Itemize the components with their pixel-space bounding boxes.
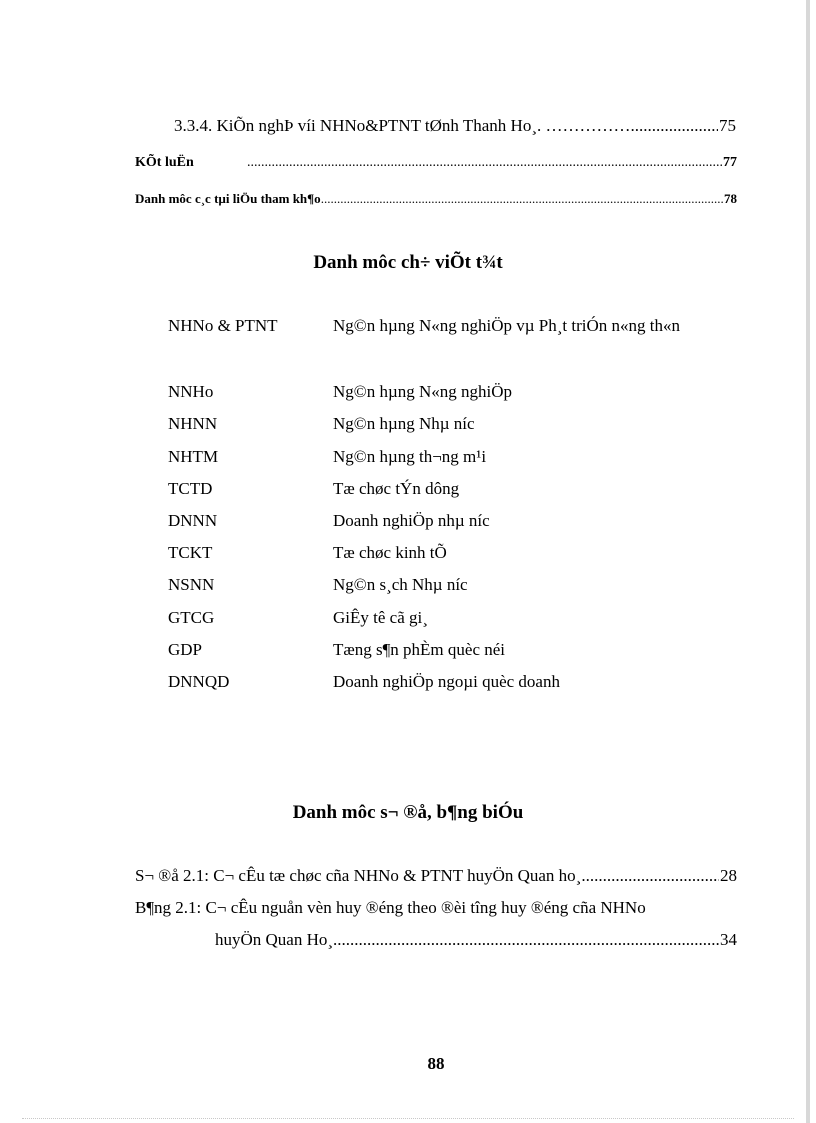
toc-entry-page: 75	[719, 116, 736, 135]
figure-entry-page: 34	[720, 930, 737, 949]
abbreviation-meaning: Ng©n hµng th¬ng m¹i	[333, 447, 487, 466]
abbreviation-meaning: Doanh nghiÖp ngoµi quèc doanh	[333, 672, 560, 691]
figure-entry-page: 28	[720, 866, 737, 885]
abbreviation-meaning: Ng©n hµng Nhµ níc	[333, 414, 475, 433]
abbreviation-term: GDP	[168, 640, 203, 659]
abbreviation-meaning: GiÊy tê cã gi¸	[333, 608, 428, 627]
abbreviation-term: NSNN	[168, 575, 215, 594]
abbreviation-term: GTCG	[168, 608, 215, 627]
abbreviation-meaning: Ng©n s¸ch Nhµ níc	[333, 575, 468, 594]
abbreviation-meaning: Ng©n hµng N«ng nghiÖp	[333, 382, 513, 401]
abbreviation-term: TCTD	[168, 479, 213, 498]
abbreviation-meaning: Tæng s¶n phÈm quèc néi	[333, 640, 506, 659]
abbreviation-term: TCKT	[168, 543, 213, 562]
abbreviation-meaning: Tæ chøc tÝn dông	[333, 479, 460, 498]
abbreviation-term: NHTM	[168, 447, 219, 466]
figure-leader-dots	[333, 930, 719, 950]
toc-entry-page: 78	[724, 191, 737, 206]
figure-entry-title: S¬ ®å 2.1: C¬ cÊu tæ chøc cña NHNo & PTNT huyÖn Quan ho¸	[135, 866, 582, 885]
toc-entry-conclusion	[135, 155, 737, 171]
figure-entry-bang-2-1-line2	[215, 930, 737, 950]
toc-leader-dots	[247, 155, 722, 171]
figure-entry-bang-2-1-line1: B¶ng 2.1: C¬ cÊu nguån vèn huy ®éng theo ®èi tîng huy ®éng cña NHNo	[135, 898, 646, 917]
figure-entry-so-do-2-1	[135, 866, 737, 886]
toc-leader-dots	[321, 191, 723, 207]
page-bottom-divider	[22, 1118, 794, 1119]
toc-entry-references	[135, 191, 737, 207]
abbreviation-term: NNHo	[168, 382, 214, 401]
abbreviations-heading: Danh môc ch÷ viÕt t¾t	[313, 252, 503, 273]
figure-entry-title: huyÖn Quan Ho¸	[215, 930, 334, 949]
toc-entry-3-3-4	[174, 116, 736, 136]
abbreviation-term: DNNN	[168, 511, 218, 530]
abbreviation-term: NHNo & PTNT	[168, 316, 278, 335]
page-number: 88	[427, 1054, 445, 1073]
page-edge-shadow	[806, 0, 810, 1123]
toc-entry-page: 77	[723, 155, 737, 170]
abbreviation-meaning: Ng©n hµng N«ng nghiÖp vµ Ph¸t triÓn n«ng th«n	[333, 316, 681, 335]
abbreviation-meaning: Doanh nghiÖp nhµ níc	[333, 511, 490, 530]
toc-leader-dots	[631, 116, 719, 136]
abbreviation-meaning: Tæ chøc kinh tÕ	[333, 543, 447, 562]
toc-entry-title: KÕt luËn	[135, 155, 194, 170]
abbreviation-term: DNNQD	[168, 672, 230, 691]
figures-heading: Danh môc s¬ ®å, b¶ng biÓu	[292, 802, 524, 823]
toc-entry-title: 3.3.4. KiÕn nghÞ víi NHNo&PTNT tØnh Thanh Ho¸. ……………	[174, 116, 631, 135]
toc-entry-title: Danh môc c¸c tµi liÖu tham kh¶o	[135, 191, 321, 206]
figure-leader-dots	[581, 866, 719, 886]
abbreviation-term: NHNN	[168, 414, 218, 433]
